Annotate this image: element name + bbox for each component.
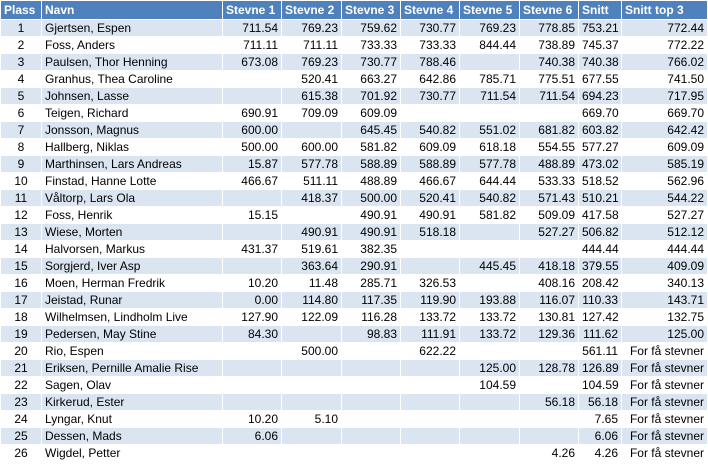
cell-stevne-2: 519.61 — [282, 241, 342, 258]
cell-stevne-4: 588.89 — [401, 156, 460, 173]
cell-plass: 6 — [1, 105, 42, 122]
cell-navn: Paulsen, Thor Henning — [42, 54, 223, 71]
cell-stevne-4 — [401, 411, 460, 428]
cell-stevne-2: 769.23 — [282, 54, 342, 71]
cell-stevne-2 — [282, 122, 342, 139]
cell-plass: 9 — [1, 156, 42, 173]
cell-stevne-6: 130.81 — [520, 309, 579, 326]
header-snitt: Snitt — [579, 1, 622, 20]
cell-stevne-1: 711.11 — [223, 37, 282, 54]
cell-navn: Våltorp, Lars Ola — [42, 190, 223, 207]
cell-stevne-4 — [401, 258, 460, 275]
cell-stevne-4 — [401, 105, 460, 122]
cell-stevne-6 — [520, 377, 579, 394]
cell-snitt: 669.70 — [579, 105, 622, 122]
table-body — [1, 20, 708, 462]
cell-stevne-6: 116.07 — [520, 292, 579, 309]
cell-stevne-4: 520.41 — [401, 190, 460, 207]
cell-navn: Teigen, Richard — [42, 105, 223, 122]
cell-stevne-5 — [460, 224, 520, 241]
cell-stevne-6 — [520, 241, 579, 258]
cell-navn: Lyngar, Knut — [42, 411, 223, 428]
cell-stevne-1 — [223, 71, 282, 88]
cell-navn: Granhus, Thea Caroline — [42, 71, 223, 88]
cell-plass: 16 — [1, 275, 42, 292]
cell-stevne-1 — [223, 190, 282, 207]
cell-stevne-4: 730.77 — [401, 88, 460, 105]
cell-stevne-3: 116.28 — [342, 309, 401, 326]
cell-stevne-2: 114.80 — [282, 292, 342, 309]
cell-stevne-3 — [342, 445, 401, 462]
table-row — [1, 326, 708, 343]
cell-stevne-3: 701.92 — [342, 88, 401, 105]
header-snitt-top-3: Snitt top 3 — [622, 1, 708, 20]
cell-plass: 21 — [1, 360, 42, 377]
cell-navn: Sorgjerd, Iver Asp — [42, 258, 223, 275]
cell-stevne-3 — [342, 377, 401, 394]
cell-stevne-2: 490.91 — [282, 224, 342, 241]
cell-stevne-5 — [460, 394, 520, 411]
cell-stevne-4: 622.22 — [401, 343, 460, 360]
cell-stevne-4 — [401, 445, 460, 462]
cell-stevne-2 — [282, 360, 342, 377]
cell-snitt: 745.37 — [579, 37, 622, 54]
cell-stevne-5 — [460, 343, 520, 360]
cell-stevne-3: 488.89 — [342, 173, 401, 190]
cell-stevne-5: 581.82 — [460, 207, 520, 224]
cell-stevne-2: 500.00 — [282, 343, 342, 360]
table-row — [1, 37, 708, 54]
table-row — [1, 411, 708, 428]
cell-stevne-4: 466.67 — [401, 173, 460, 190]
cell-snitt-top-3: 512.12 — [622, 224, 708, 241]
cell-stevne-3 — [342, 360, 401, 377]
cell-navn: Wilhelmsen, Lindholm Live — [42, 309, 223, 326]
cell-snitt: 6.06 — [579, 428, 622, 445]
cell-snitt: 104.59 — [579, 377, 622, 394]
table-row — [1, 275, 708, 292]
cell-plass: 12 — [1, 207, 42, 224]
cell-stevne-6: 738.89 — [520, 37, 579, 54]
cell-stevne-4 — [401, 360, 460, 377]
cell-stevne-1 — [223, 445, 282, 462]
cell-stevne-2: 418.37 — [282, 190, 342, 207]
cell-stevne-5 — [460, 241, 520, 258]
header-navn: Navn — [42, 1, 223, 20]
cell-snitt-top-3: 609.09 — [622, 139, 708, 156]
cell-snitt-top-3: 741.50 — [622, 71, 708, 88]
cell-stevne-3: 490.91 — [342, 224, 401, 241]
cell-stevne-6: 711.54 — [520, 88, 579, 105]
cell-stevne-2 — [282, 207, 342, 224]
cell-stevne-5: 193.88 — [460, 292, 520, 309]
cell-stevne-3: 98.83 — [342, 326, 401, 343]
cell-snitt-top-3: 132.75 — [622, 309, 708, 326]
cell-stevne-1 — [223, 224, 282, 241]
cell-stevne-5: 133.72 — [460, 309, 520, 326]
cell-stevne-6 — [520, 343, 579, 360]
cell-snitt: 677.55 — [579, 71, 622, 88]
cell-plass: 8 — [1, 139, 42, 156]
cell-stevne-5: 125.00 — [460, 360, 520, 377]
cell-snitt: 518.52 — [579, 173, 622, 190]
cell-stevne-1 — [223, 343, 282, 360]
cell-stevne-1: 10.20 — [223, 275, 282, 292]
cell-plass: 17 — [1, 292, 42, 309]
cell-stevne-5 — [460, 54, 520, 71]
cell-stevne-1: 6.06 — [223, 428, 282, 445]
cell-snitt: 126.89 — [579, 360, 622, 377]
cell-snitt-top-3: 585.19 — [622, 156, 708, 173]
header-stevne-6: Stevne 6 — [520, 1, 579, 20]
cell-stevne-3: 663.27 — [342, 71, 401, 88]
cell-snitt: 111.62 — [579, 326, 622, 343]
table-row — [1, 241, 708, 258]
cell-stevne-3 — [342, 428, 401, 445]
cell-navn: Hallberg, Niklas — [42, 139, 223, 156]
cell-snitt-top-3: 772.44 — [622, 20, 708, 37]
cell-snitt-top-3: 669.70 — [622, 105, 708, 122]
table-row — [1, 122, 708, 139]
cell-snitt-top-3: 717.95 — [622, 88, 708, 105]
cell-snitt: 208.42 — [579, 275, 622, 292]
cell-snitt-top-3: For få stevner — [622, 445, 708, 462]
cell-stevne-2: 600.00 — [282, 139, 342, 156]
cell-snitt: 753.21 — [579, 20, 622, 37]
header-plass: Plass — [1, 1, 42, 20]
cell-stevne-5: 711.54 — [460, 88, 520, 105]
cell-stevne-2: 709.09 — [282, 105, 342, 122]
cell-navn: Kirkerud, Ester — [42, 394, 223, 411]
cell-snitt: 56.18 — [579, 394, 622, 411]
cell-snitt-top-3: For få stevner — [622, 377, 708, 394]
cell-stevne-5: 133.72 — [460, 326, 520, 343]
cell-stevne-4: 133.72 — [401, 309, 460, 326]
cell-snitt-top-3: 409.09 — [622, 258, 708, 275]
cell-plass: 14 — [1, 241, 42, 258]
cell-stevne-6: 554.55 — [520, 139, 579, 156]
table-row — [1, 54, 708, 71]
cell-snitt-top-3: 544.22 — [622, 190, 708, 207]
cell-stevne-1: 500.00 — [223, 139, 282, 156]
cell-plass: 10 — [1, 173, 42, 190]
table-row — [1, 224, 708, 241]
cell-plass: 13 — [1, 224, 42, 241]
header-stevne-3: Stevne 3 — [342, 1, 401, 20]
cell-stevne-5: 769.23 — [460, 20, 520, 37]
cell-stevne-6: 128.78 — [520, 360, 579, 377]
cell-stevne-3: 285.71 — [342, 275, 401, 292]
cell-stevne-4: 733.33 — [401, 37, 460, 54]
cell-stevne-4: 609.09 — [401, 139, 460, 156]
cell-stevne-1 — [223, 258, 282, 275]
cell-stevne-6: 129.36 — [520, 326, 579, 343]
cell-plass: 4 — [1, 71, 42, 88]
cell-snitt: 561.11 — [579, 343, 622, 360]
cell-stevne-6: 681.82 — [520, 122, 579, 139]
cell-navn: Gjertsen, Espen — [42, 20, 223, 37]
cell-snitt-top-3: 642.42 — [622, 122, 708, 139]
cell-stevne-3: 490.91 — [342, 207, 401, 224]
cell-stevne-5: 540.82 — [460, 190, 520, 207]
cell-plass: 7 — [1, 122, 42, 139]
table-row — [1, 207, 708, 224]
cell-navn: Dessen, Mads — [42, 428, 223, 445]
cell-plass: 25 — [1, 428, 42, 445]
cell-snitt: 444.44 — [579, 241, 622, 258]
cell-stevne-2: 511.11 — [282, 173, 342, 190]
cell-stevne-1: 711.54 — [223, 20, 282, 37]
cell-plass: 15 — [1, 258, 42, 275]
cell-stevne-6: 527.27 — [520, 224, 579, 241]
cell-stevne-6: 775.51 — [520, 71, 579, 88]
cell-stevne-1: 673.08 — [223, 54, 282, 71]
cell-navn: Foss, Henrik — [42, 207, 223, 224]
cell-stevne-3: 581.82 — [342, 139, 401, 156]
cell-stevne-4: 730.77 — [401, 20, 460, 37]
cell-stevne-6: 408.16 — [520, 275, 579, 292]
table-row — [1, 343, 708, 360]
cell-stevne-4: 490.91 — [401, 207, 460, 224]
cell-stevne-5: 785.71 — [460, 71, 520, 88]
cell-plass: 5 — [1, 88, 42, 105]
cell-stevne-1: 0.00 — [223, 292, 282, 309]
cell-stevne-3: 733.33 — [342, 37, 401, 54]
cell-stevne-5 — [460, 428, 520, 445]
table-row — [1, 190, 708, 207]
cell-stevne-2 — [282, 445, 342, 462]
cell-navn: Rio, Espen — [42, 343, 223, 360]
cell-stevne-2: 5.10 — [282, 411, 342, 428]
cell-stevne-6: 4.26 — [520, 445, 579, 462]
cell-stevne-6: 418.18 — [520, 258, 579, 275]
cell-stevne-6: 571.43 — [520, 190, 579, 207]
cell-stevne-6: 56.18 — [520, 394, 579, 411]
cell-snitt: 510.21 — [579, 190, 622, 207]
table-row — [1, 71, 708, 88]
cell-plass: 26 — [1, 445, 42, 462]
cell-stevne-1: 431.37 — [223, 241, 282, 258]
cell-stevne-6 — [520, 105, 579, 122]
cell-stevne-3 — [342, 343, 401, 360]
cell-plass: 24 — [1, 411, 42, 428]
cell-stevne-3: 117.35 — [342, 292, 401, 309]
cell-stevne-3: 645.45 — [342, 122, 401, 139]
cell-stevne-2: 363.64 — [282, 258, 342, 275]
cell-stevne-3: 588.89 — [342, 156, 401, 173]
header-stevne-4: Stevne 4 — [401, 1, 460, 20]
cell-stevne-1 — [223, 377, 282, 394]
cell-navn: Wigdel, Petter — [42, 445, 223, 462]
cell-stevne-3: 609.09 — [342, 105, 401, 122]
table-row — [1, 394, 708, 411]
cell-plass: 19 — [1, 326, 42, 343]
cell-stevne-2: 615.38 — [282, 88, 342, 105]
cell-stevne-5: 445.45 — [460, 258, 520, 275]
cell-snitt-top-3: 766.02 — [622, 54, 708, 71]
table-row — [1, 309, 708, 326]
cell-snitt: 4.26 — [579, 445, 622, 462]
cell-stevne-4 — [401, 241, 460, 258]
cell-navn: Pedersen, May Stine — [42, 326, 223, 343]
cell-stevne-6 — [520, 411, 579, 428]
cell-navn: Johnsen, Lasse — [42, 88, 223, 105]
cell-snitt-top-3: For få stevner — [622, 394, 708, 411]
cell-stevne-1: 690.91 — [223, 105, 282, 122]
cell-stevne-2 — [282, 394, 342, 411]
table-row — [1, 105, 708, 122]
cell-stevne-1 — [223, 88, 282, 105]
cell-stevne-4: 788.46 — [401, 54, 460, 71]
cell-stevne-2: 577.78 — [282, 156, 342, 173]
cell-navn: Moen, Herman Fredrik — [42, 275, 223, 292]
cell-snitt: 379.55 — [579, 258, 622, 275]
table-row — [1, 360, 708, 377]
cell-stevne-6: 509.09 — [520, 207, 579, 224]
cell-snitt-top-3: 125.00 — [622, 326, 708, 343]
table-row — [1, 139, 708, 156]
table-row — [1, 156, 708, 173]
cell-navn: Jeistad, Runar — [42, 292, 223, 309]
cell-plass: 1 — [1, 20, 42, 37]
cell-navn: Marthinsen, Lars Andreas — [42, 156, 223, 173]
cell-stevne-5 — [460, 275, 520, 292]
cell-snitt: 740.38 — [579, 54, 622, 71]
cell-stevne-3 — [342, 411, 401, 428]
cell-snitt: 7.65 — [579, 411, 622, 428]
cell-snitt: 127.42 — [579, 309, 622, 326]
cell-stevne-5: 644.44 — [460, 173, 520, 190]
cell-snitt: 694.23 — [579, 88, 622, 105]
cell-stevne-3: 290.91 — [342, 258, 401, 275]
cell-navn: Wiese, Morten — [42, 224, 223, 241]
cell-stevne-5 — [460, 445, 520, 462]
cell-navn: Finstad, Hanne Lotte — [42, 173, 223, 190]
cell-stevne-1: 600.00 — [223, 122, 282, 139]
cell-stevne-2 — [282, 377, 342, 394]
cell-stevne-5: 618.18 — [460, 139, 520, 156]
cell-stevne-6: 488.89 — [520, 156, 579, 173]
table-row — [1, 258, 708, 275]
cell-stevne-2: 122.09 — [282, 309, 342, 326]
cell-stevne-2: 769.23 — [282, 20, 342, 37]
cell-snitt: 603.82 — [579, 122, 622, 139]
cell-stevne-2 — [282, 428, 342, 445]
cell-stevne-2: 711.11 — [282, 37, 342, 54]
cell-stevne-5 — [460, 411, 520, 428]
cell-plass: 22 — [1, 377, 42, 394]
cell-plass: 3 — [1, 54, 42, 71]
cell-navn: Eriksen, Pernille Amalie Rise — [42, 360, 223, 377]
table-row — [1, 377, 708, 394]
cell-stevne-1: 84.30 — [223, 326, 282, 343]
cell-navn: Halvorsen, Markus — [42, 241, 223, 258]
cell-stevne-1 — [223, 394, 282, 411]
header-stevne-1: Stevne 1 — [223, 1, 282, 20]
table-row — [1, 173, 708, 190]
cell-stevne-5: 577.78 — [460, 156, 520, 173]
cell-plass: 23 — [1, 394, 42, 411]
cell-navn: Sagen, Olav — [42, 377, 223, 394]
cell-stevne-2: 520.41 — [282, 71, 342, 88]
table-row — [1, 292, 708, 309]
cell-stevne-4: 119.90 — [401, 292, 460, 309]
cell-stevne-6: 740.38 — [520, 54, 579, 71]
cell-snitt-top-3: For få stevner — [622, 360, 708, 377]
cell-snitt: 473.02 — [579, 156, 622, 173]
header-stevne-5: Stevne 5 — [460, 1, 520, 20]
cell-plass: 18 — [1, 309, 42, 326]
cell-stevne-3: 730.77 — [342, 54, 401, 71]
cell-stevne-6: 778.85 — [520, 20, 579, 37]
header-row — [1, 1, 708, 20]
cell-stevne-5: 104.59 — [460, 377, 520, 394]
cell-stevne-3: 759.62 — [342, 20, 401, 37]
cell-stevne-4: 111.91 — [401, 326, 460, 343]
cell-navn: Foss, Anders — [42, 37, 223, 54]
cell-stevne-5 — [460, 105, 520, 122]
cell-stevne-4: 642.86 — [401, 71, 460, 88]
cell-snitt-top-3: For få stevner — [622, 343, 708, 360]
cell-stevne-4 — [401, 428, 460, 445]
cell-stevne-1: 15.15 — [223, 207, 282, 224]
cell-snitt-top-3: 527.27 — [622, 207, 708, 224]
cell-stevne-1 — [223, 360, 282, 377]
cell-stevne-1: 10.20 — [223, 411, 282, 428]
cell-stevne-5: 551.02 — [460, 122, 520, 139]
cell-stevne-4 — [401, 377, 460, 394]
cell-stevne-4: 518.18 — [401, 224, 460, 241]
cell-stevne-1: 466.67 — [223, 173, 282, 190]
table-row — [1, 20, 708, 37]
cell-snitt-top-3: 340.13 — [622, 275, 708, 292]
header-stevne-2: Stevne 2 — [282, 1, 342, 20]
table-row — [1, 88, 708, 105]
cell-plass: 11 — [1, 190, 42, 207]
cell-navn: Jonsson, Magnus — [42, 122, 223, 139]
cell-snitt: 417.58 — [579, 207, 622, 224]
cell-stevne-2: 11.48 — [282, 275, 342, 292]
cell-stevne-3: 382.35 — [342, 241, 401, 258]
cell-stevne-4: 540.82 — [401, 122, 460, 139]
cell-stevne-6: 533.33 — [520, 173, 579, 190]
cell-stevne-3: 500.00 — [342, 190, 401, 207]
cell-stevne-1: 15.87 — [223, 156, 282, 173]
cell-snitt-top-3: 444.44 — [622, 241, 708, 258]
cell-snitt-top-3: For få stevner — [622, 428, 708, 445]
cell-stevne-4: 326.53 — [401, 275, 460, 292]
cell-plass: 20 — [1, 343, 42, 360]
cell-snitt: 110.33 — [579, 292, 622, 309]
cell-stevne-1: 127.90 — [223, 309, 282, 326]
cell-stevne-4 — [401, 394, 460, 411]
cell-plass: 2 — [1, 37, 42, 54]
cell-stevne-2 — [282, 326, 342, 343]
cell-stevne-3 — [342, 394, 401, 411]
cell-stevne-5: 844.44 — [460, 37, 520, 54]
cell-stevne-6 — [520, 428, 579, 445]
table-row — [1, 428, 708, 445]
cell-snitt: 506.82 — [579, 224, 622, 241]
cell-snitt-top-3: 143.71 — [622, 292, 708, 309]
cell-snitt-top-3: For få stevner — [622, 411, 708, 428]
cell-snitt-top-3: 562.96 — [622, 173, 708, 190]
cell-snitt-top-3: 772.22 — [622, 37, 708, 54]
cell-snitt: 577.27 — [579, 139, 622, 156]
table-row — [1, 445, 708, 462]
